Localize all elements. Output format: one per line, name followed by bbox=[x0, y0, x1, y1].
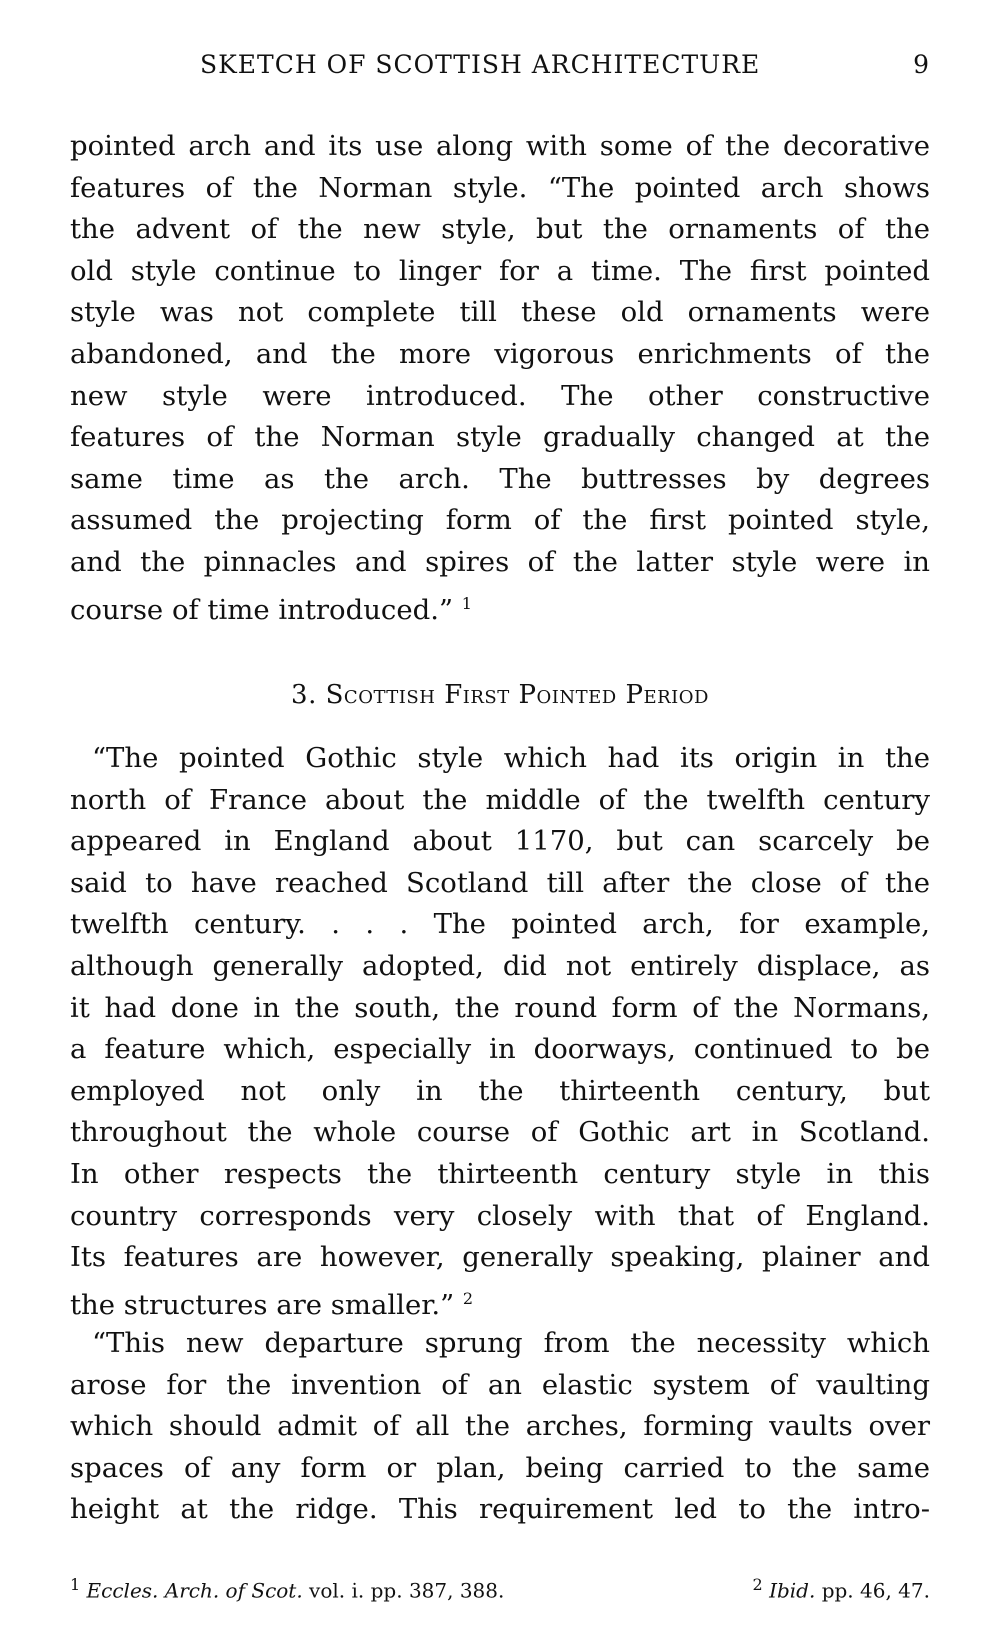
footnote-ref: 2 bbox=[462, 1288, 474, 1308]
line-text: it had done in the south, the round form of the Normans, bbox=[70, 991, 930, 1024]
text-line bbox=[70, 544, 930, 580]
text-line bbox=[70, 1367, 930, 1403]
text-line bbox=[70, 128, 930, 164]
line-text: appeared in England about 1170, but can scarcely be bbox=[70, 825, 930, 858]
text-line bbox=[70, 1450, 930, 1486]
line-text: Its features are however, generally speaking, plainer and bbox=[70, 1241, 930, 1274]
text-line bbox=[70, 1239, 930, 1275]
footnote-2-source: Ibid. bbox=[769, 1578, 816, 1603]
text-line bbox=[70, 1114, 930, 1150]
line-text: abandoned, and the more vigorous enrichments of the bbox=[70, 338, 930, 370]
line-text: spaces of any form or plan, being carried to the same bbox=[70, 1451, 930, 1484]
footnote-1-ref: vol. i. pp. 387, 388. bbox=[302, 1578, 505, 1603]
line-text: features of the Norman style gradually changed at the bbox=[70, 421, 930, 454]
text-line bbox=[70, 294, 930, 330]
line-text: twelfth century. . . . The pointed arch, for example, bbox=[70, 908, 930, 941]
line-text: same time as the arch. The buttresses by degrees bbox=[70, 462, 930, 495]
text-line bbox=[92, 1325, 930, 1361]
text-line bbox=[70, 461, 930, 497]
text-line bbox=[70, 782, 930, 818]
text-line bbox=[70, 1031, 930, 1067]
line-text: a feature which, especially in doorways, continued to be bbox=[70, 1033, 930, 1066]
footnote-1-mark: 1 bbox=[70, 1575, 81, 1594]
line-text: course of time introduced.” bbox=[70, 593, 454, 626]
text-line bbox=[70, 253, 930, 289]
text-line bbox=[70, 865, 930, 901]
line-text: features of the Norman style. “The pointed arch shows bbox=[70, 171, 930, 204]
line-text: In other respects the thirteenth century style in this bbox=[70, 1158, 930, 1190]
text-line bbox=[70, 419, 930, 455]
text-line bbox=[70, 211, 930, 247]
text-line bbox=[70, 948, 930, 984]
line-text: the structures are smaller.” bbox=[70, 1288, 455, 1321]
footnote-2 bbox=[753, 1575, 930, 1603]
line-text: pointed arch and its use along with some of the decorative bbox=[70, 130, 930, 162]
text-line bbox=[70, 1198, 930, 1234]
footnote-ref: 1 bbox=[461, 593, 472, 613]
text-line bbox=[70, 906, 930, 942]
line-text: which should admit of all the arches, forming vaults over bbox=[70, 1410, 930, 1443]
line-text: the advent of the new style, but the ornaments of the bbox=[70, 213, 930, 246]
text-line bbox=[70, 170, 930, 206]
text-line bbox=[70, 1408, 930, 1444]
line-text: new style were introduced. The other constructive bbox=[70, 379, 930, 412]
line-text: height at the ridge. This requirement led to the intro- bbox=[70, 1493, 930, 1526]
text-line bbox=[70, 823, 930, 859]
line-text: throughout the whole course of Gothic art in Scotland. bbox=[70, 1116, 930, 1149]
footnote-1-source: Eccles. Arch. of Scot. bbox=[86, 1578, 303, 1603]
running-header bbox=[70, 50, 930, 86]
text-line bbox=[70, 1281, 930, 1323]
text-line bbox=[70, 990, 930, 1026]
text-line bbox=[70, 502, 930, 538]
text-line bbox=[70, 1073, 930, 1109]
text-line bbox=[70, 1156, 930, 1192]
line-text: assumed the projecting form of the first pointed style, bbox=[70, 504, 930, 537]
running-title: SKETCH OF SCOTTISH ARCHITECTURE bbox=[200, 50, 761, 79]
line-text: “This new departure sprung from the necessity which bbox=[92, 1327, 930, 1359]
line-text: style was not complete till these old ornaments were bbox=[70, 296, 930, 329]
text-line bbox=[70, 586, 930, 628]
line-text: north of France about the middle of the twelfth century bbox=[70, 783, 930, 816]
line-text: old style continue to linger for a time. The first pointed bbox=[70, 254, 930, 287]
line-text: said to have reached Scotland till after the close of the bbox=[70, 866, 930, 899]
text-line bbox=[70, 1491, 930, 1527]
section-heading: 3. Scottish First Pointed Period bbox=[291, 680, 709, 710]
footnote-1 bbox=[70, 1575, 504, 1603]
line-text: country corresponds very closely with that of England. bbox=[70, 1199, 930, 1232]
line-text: arose for the invention of an elastic system of vaulting bbox=[70, 1368, 930, 1401]
line-text: and the pinnacles and spires of the latter style were in bbox=[70, 546, 930, 578]
line-text: employed not only in the thirteenth century, but bbox=[70, 1074, 930, 1107]
line-text: “The pointed Gothic style which had its origin in the bbox=[92, 742, 930, 774]
text-line bbox=[70, 378, 930, 414]
text-line bbox=[92, 740, 930, 776]
footnote-2-mark: 2 bbox=[752, 1575, 763, 1594]
footnote-2-ref: pp. 46, 47. bbox=[815, 1578, 930, 1603]
text-line bbox=[70, 336, 930, 372]
page-number: 9 bbox=[913, 50, 930, 79]
line-text: although generally adopted, did not entirely displace, as bbox=[70, 950, 930, 982]
